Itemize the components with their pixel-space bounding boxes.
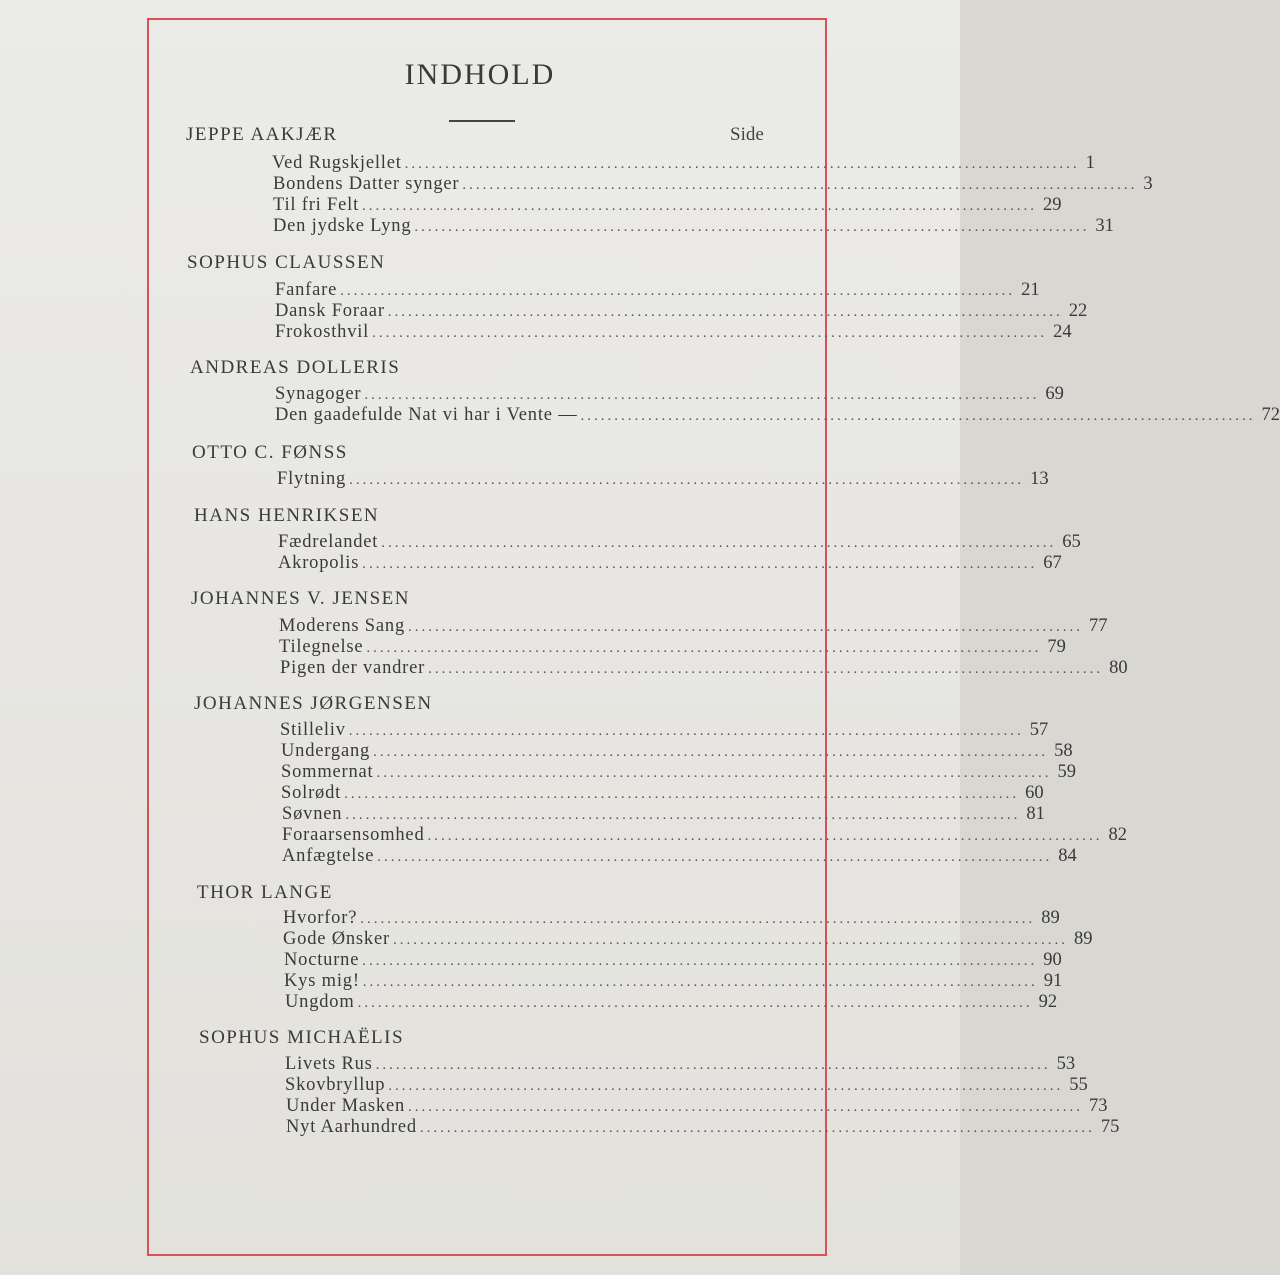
entry-page-number: 29 [1043,195,1062,215]
entry-page-number: 53 [1056,1054,1076,1074]
entry-page-number: 81 [1026,804,1045,824]
dot-leader: .................................................................................................... [408,619,1084,635]
entry-page-number: 73 [1089,1096,1108,1116]
author-heading: JOHANNES V. JENSEN [191,588,410,609]
entry-page-number: 84 [1058,846,1077,866]
toc-entry [272,153,1095,175]
toc-entry [275,280,1040,302]
author-heading: HANS HENRIKSEN [194,505,380,526]
toc-entry [282,825,1127,847]
dot-leader: .................................................................................................... [366,640,1042,656]
entry-title: Frokosthvil [275,322,370,342]
dot-leader: .................................................................................................... [580,408,1256,424]
dot-leader: .................................................................................................... [360,911,1036,927]
toc-entry [281,783,1044,805]
toc-entry [275,301,1088,323]
entry-page-number: 65 [1062,532,1081,552]
entry-title: Til fri Felt [273,195,360,215]
toc-entry [286,1096,1108,1118]
author-heading: SOPHUS CLAUSSEN [187,252,386,273]
entry-page-number: 57 [1029,720,1049,740]
entry-title: Synagoger [275,384,362,404]
toc-entry [284,971,1063,993]
entry-page-number: 90 [1043,950,1062,970]
entry-page-number: 59 [1057,762,1076,782]
dot-leader: .................................................................................................... [349,472,1025,488]
entry-title: Anfægtelse [282,846,375,866]
entry-title: Gode Ønsker [283,929,390,949]
toc-entry [279,637,1066,659]
entry-page-number: 1 [1085,153,1095,173]
dot-leader: .................................................................................................... [344,786,1020,802]
dot-leader: .................................................................................................... [414,219,1090,235]
entry-title: Solrødt [281,783,342,803]
toc-entry [285,1054,1076,1076]
author-heading: THOR LANGE [197,882,333,903]
toc-entry [283,908,1060,930]
toc-entry [285,1075,1088,1097]
toc-entry [273,216,1114,238]
entry-title: Nocturne [284,950,360,970]
toc-entry [273,195,1062,217]
entry-title: Livets Rus [285,1054,373,1074]
entry-title: Hvorfor? [283,908,358,928]
entry-page-number: 82 [1108,825,1127,845]
dot-leader: .................................................................................................... [387,304,1063,320]
dot-leader: .................................................................................................... [348,723,1024,739]
entry-title: Sommernat [281,762,374,782]
entry-page-number: 89 [1041,908,1060,928]
entry-title: Tilegnelse [279,637,364,657]
toc-entry [285,992,1058,1014]
toc-entry [278,532,1081,554]
toc-entry [275,322,1072,344]
dot-leader: .................................................................................................... [362,556,1038,572]
entry-page-number: 80 [1109,658,1128,678]
toc-entry [283,929,1093,951]
entry-title: Undergang [281,741,371,761]
entry-title: Fanfare [275,280,338,300]
dot-leader: .................................................................................................... [362,198,1038,214]
entry-page-number: 91 [1043,971,1063,991]
toc-entry [275,405,1280,427]
author-heading: OTTO C. FØNSS [192,442,348,463]
dot-leader: .................................................................................................... [373,744,1049,760]
dot-leader: .................................................................................................... [381,535,1057,551]
entry-title: Moderens Sang [279,616,406,636]
dot-leader: .................................................................................................... [404,156,1080,172]
dot-leader: .................................................................................................... [362,953,1038,969]
entry-page-number: 92 [1038,992,1058,1012]
heading-rule [449,120,515,122]
toc-entry [282,846,1077,868]
entry-page-number: 79 [1047,637,1066,657]
entry-page-number: 55 [1069,1075,1088,1095]
entry-title: Pigen der vandrer [280,658,426,678]
entry-page-number: 60 [1025,783,1044,803]
toc-entry [280,658,1128,680]
toc-entry [279,616,1108,638]
author-heading: ANDREAS DOLLERIS [190,357,401,378]
toc-entry [275,384,1064,406]
entry-title: Foraarsensomhed [282,825,425,845]
entry-page-number: 69 [1045,384,1064,404]
author-heading: JEPPE AAKJÆR [186,124,338,145]
toc-entry [278,553,1062,575]
entry-page-number: 21 [1021,280,1040,300]
entry-page-number: 77 [1089,616,1108,636]
page-heading: INDHOLD [404,58,556,91]
entry-title: Den gaadefulde Nat vi har i Vente — [275,405,578,425]
entry-page-number: 13 [1030,469,1049,489]
entry-title: Bondens Datter synger [273,174,460,194]
toc-entry [277,469,1049,491]
dot-leader: .................................................................................................... [428,661,1104,677]
toc-entry [282,804,1045,826]
dot-leader: .................................................................................................... [419,1120,1095,1136]
author-heading: SOPHUS MICHAËLIS [199,1027,405,1048]
dot-leader: .................................................................................................... [340,283,1016,299]
entry-page-number: 24 [1053,322,1072,342]
entry-title: Stilleliv [280,720,346,740]
entry-title: Ved Rugskjellet [272,153,402,173]
entry-title: Den jydske Lyng [273,216,412,236]
entry-title: Under Masken [286,1096,406,1116]
toc-entry [280,720,1049,742]
entry-title: Skovbryllup [285,1075,386,1095]
entry-page-number: 67 [1043,553,1062,573]
side-column-label: Side [730,124,764,145]
dot-leader: .................................................................................................... [345,807,1021,823]
entry-page-number: 22 [1068,301,1088,321]
entry-title: Ungdom [285,992,355,1012]
entry-title: Flytning [277,469,347,489]
dot-leader: .................................................................................................... [388,1078,1064,1094]
entry-page-number: 3 [1143,174,1153,194]
entry-page-number: 75 [1100,1117,1120,1137]
dot-leader: .................................................................................................... [392,932,1068,948]
dot-leader: .................................................................................................... [375,1057,1051,1073]
dot-leader: .................................................................................................... [377,849,1053,865]
entry-title: Fædrelandet [278,532,379,552]
entry-page-number: 89 [1073,929,1093,949]
dot-leader: .................................................................................................... [462,177,1138,193]
entry-title: Nyt Aarhundred [286,1117,417,1137]
dot-leader: .................................................................................................... [372,325,1048,341]
entry-title: Akropolis [278,553,360,573]
entry-title: Søvnen [282,804,343,824]
toc-entry [286,1117,1120,1139]
dot-leader: .................................................................................................... [408,1099,1084,1115]
toc-entry [281,741,1073,763]
dot-leader: .................................................................................................... [364,387,1040,403]
toc-entry [281,762,1076,784]
dot-leader: .................................................................................................... [357,995,1033,1011]
toc-entry [284,950,1062,972]
entry-page-number: 58 [1054,741,1073,761]
entry-page-number: 72 [1261,405,1280,425]
author-heading: JOHANNES JØRGENSEN [194,693,433,714]
dot-leader: .................................................................................................... [362,974,1038,990]
dot-leader: .................................................................................................... [376,765,1052,781]
entry-title: Dansk Foraar [275,301,385,321]
entry-title: Kys mig! [284,971,360,991]
dot-leader: .................................................................................................... [427,828,1103,844]
entry-page-number: 31 [1095,216,1114,236]
toc-entry [273,174,1153,196]
